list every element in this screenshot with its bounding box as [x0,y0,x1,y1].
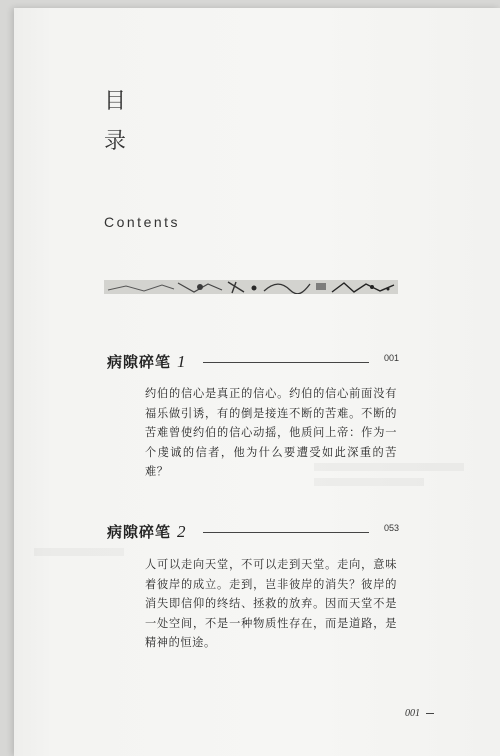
bleed-through-shadow [314,463,464,471]
book-page [14,8,500,756]
bleed-through-shadow [34,548,124,556]
toc-entry-2-excerpt: 人可以走向天堂，不可以走到天堂。走向，意味着彼岸的成立。走到，岂非彼岸的消失？彼岸的消失即信仰的终结、拯救的放弃。因而天堂不是一处空间，不是一种物质性存在，而是道路，是精神的恒途。 [145,558,397,650]
page-number [405,708,434,719]
toc-entry-1-leader-line [203,362,369,363]
toc-entry-2-heading[interactable] [107,521,399,545]
toc-entry-1-page: 001 [383,353,399,363]
toc-entry-2-number: 2 [177,522,187,541]
toc-entry-1-number: 1 [177,352,187,371]
toc-entry-2-leader-line [203,532,369,533]
page-number-dash [426,713,434,714]
bleed-through-shadow [314,478,424,486]
toc-title-char-2: 录 [104,129,127,154]
toc-entry-1-heading[interactable] [107,351,399,375]
toc-entry-1-title: 病隙碎笔 [107,353,172,371]
toc-entry-2-page: 053 [383,523,399,533]
toc-english-title: Contents [104,214,181,230]
page-number-text: 001 [405,708,420,719]
toc-title-char-1: 目 [104,89,127,114]
toc-entry-2-title-wrap [107,521,187,542]
toc-entry-1-title-wrap [107,351,187,372]
ink-decoration-strip [104,280,398,294]
toc-entry-1-excerpt: 约伯的信心是真正的信心。约伯的信心前面没有福乐做引诱，有的倒是接连不断的苦难。不断的苦难曾使约伯的信心动摇，他质问上帝：作为一个虔诚的信者，他为什么要遭受如此深重的苦难？ [145,387,397,479]
toc-entry-2-title: 病隙碎笔 [107,523,172,541]
